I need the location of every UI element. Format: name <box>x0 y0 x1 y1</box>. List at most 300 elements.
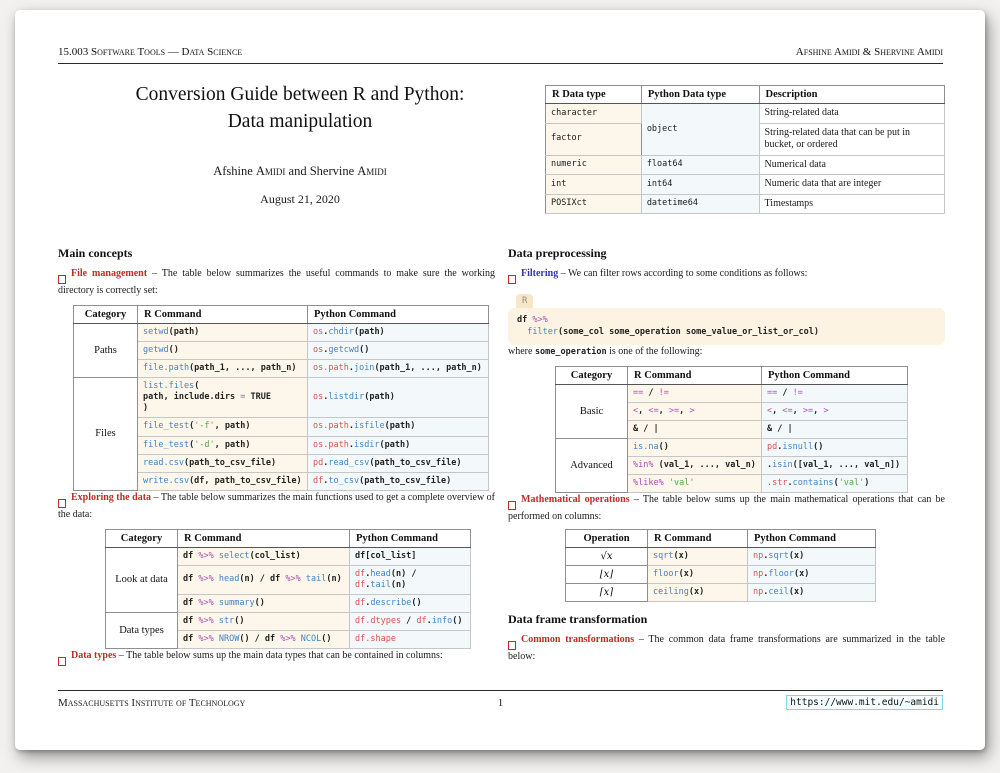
r-command-cell <box>648 584 748 602</box>
python-command-cell <box>308 472 489 490</box>
text-run: <= <box>648 405 659 416</box>
text-run: ( <box>189 439 195 450</box>
column-header: Category <box>106 529 178 547</box>
text-run: , <box>792 405 803 416</box>
text-run: floor <box>768 569 794 580</box>
text-run: (path) <box>364 392 395 403</box>
category-cell: ⌊x⌋ <box>566 566 648 584</box>
page-footer <box>58 697 943 715</box>
python-command-cell <box>762 420 908 438</box>
datatype-table <box>545 85 945 214</box>
text-run: sqrt <box>653 551 674 562</box>
section-square-icon <box>58 499 66 508</box>
column-header: Category <box>74 306 138 324</box>
file-management-paragraph <box>58 267 495 297</box>
text-run: NCOL <box>300 634 322 645</box>
table-row <box>546 104 945 124</box>
text-run: , path) <box>214 439 251 450</box>
column-header: R Command <box>648 530 748 548</box>
table-row <box>106 613 471 631</box>
text-run: df.shape <box>355 634 396 645</box>
text-run: %>% <box>198 597 214 608</box>
text-run: . <box>348 421 354 432</box>
main-concepts-heading: Main concepts <box>58 246 133 260</box>
python-type-cell: object <box>641 104 759 156</box>
text-run: listdir <box>328 392 365 403</box>
r-command-cell <box>628 384 762 402</box>
text-run: ( <box>833 478 839 489</box>
text-run: df <box>183 597 199 608</box>
text-run: df <box>517 315 533 325</box>
text-run: () <box>359 345 370 356</box>
r-command-cell <box>628 457 762 475</box>
text-run: , <box>638 405 649 416</box>
text-run: df <box>183 550 199 561</box>
text-run: head <box>218 574 240 585</box>
text-run: df <box>355 568 366 579</box>
section-square-icon <box>508 275 516 284</box>
text-run: . <box>763 551 769 562</box>
text-run: filter <box>527 327 558 338</box>
text-run: ( <box>189 421 195 432</box>
description-cell: String-related data <box>759 104 944 124</box>
table-header-row <box>556 366 908 384</box>
text-run: read.csv <box>143 457 184 468</box>
text-run: (x) <box>788 551 805 562</box>
text-run: (path) <box>384 421 416 432</box>
text-run: (x) <box>793 569 810 580</box>
text-run: () <box>658 441 669 452</box>
text-run: where <box>508 345 535 357</box>
title-block <box>55 82 545 207</box>
text-run: sqrt <box>768 551 789 562</box>
python-command-cell <box>350 613 471 631</box>
text-run: ceil <box>768 587 789 598</box>
text-run: .str <box>767 478 788 489</box>
data-frame-transformation-heading: Data frame transformation <box>508 612 648 627</box>
title-line-2: Data manipulation <box>227 110 373 132</box>
text-run: , <box>679 405 690 416</box>
text-run: & / | <box>633 423 659 434</box>
python-command-cell <box>748 584 876 602</box>
r-command-cell <box>138 418 308 436</box>
table-row <box>546 155 945 175</box>
text-run: df <box>355 579 366 590</box>
text-run: pd <box>313 457 324 468</box>
python-command-cell <box>350 547 471 565</box>
text-run: (path) <box>353 327 385 338</box>
text-run: pd <box>767 441 778 452</box>
text-run: ceiling <box>653 587 689 598</box>
code-body <box>508 308 945 345</box>
text-run: file_test <box>143 421 190 432</box>
code-tab-r: R <box>516 294 533 308</box>
r-command-cell <box>628 402 762 420</box>
text-run: File management <box>71 268 148 279</box>
text-run: . <box>365 597 371 608</box>
r-command-cell <box>138 342 308 360</box>
text-run: 'val' <box>838 478 865 489</box>
python-command-cell <box>762 402 908 420</box>
column-header: R Data type <box>546 86 642 104</box>
python-command-cell <box>308 436 489 454</box>
text-run: != <box>792 387 803 398</box>
text-run: . <box>323 345 329 356</box>
column-header: Category <box>556 366 628 384</box>
python-type-cell: float64 <box>641 155 759 175</box>
column-header: R Command <box>178 529 350 547</box>
category-cell: Data types <box>106 613 178 649</box>
text-run: , <box>813 405 824 416</box>
text-run: . <box>763 569 769 580</box>
text-run: . <box>767 460 773 471</box>
text-run: (n) / df <box>239 574 286 585</box>
r-type-cell: int <box>546 175 642 195</box>
python-command-cell <box>308 360 489 378</box>
text-run: / <box>401 616 417 627</box>
table-header-row <box>546 86 945 104</box>
page-header <box>58 46 943 58</box>
r-command-cell <box>648 566 748 584</box>
text-run: (path_to_csv_file) <box>369 457 462 468</box>
python-command-cell <box>308 418 489 436</box>
header-rule <box>58 63 943 64</box>
text-run: / <box>777 387 793 398</box>
table-row <box>546 194 945 214</box>
text-run: %>% <box>198 634 214 645</box>
category-cell: Files <box>74 378 138 490</box>
text-run: () <box>254 597 265 608</box>
text-run: is one of the following: <box>606 345 703 357</box>
column-header: Python Data type <box>641 86 759 104</box>
text-run: – The table below summarizes the main functions used to get a complete overview of the data: <box>58 491 495 520</box>
section-square-icon <box>58 275 66 284</box>
text-run: df <box>183 634 199 645</box>
table-row <box>74 324 489 342</box>
text-run: < <box>767 405 773 416</box>
python-command-cell <box>350 594 471 612</box>
text-run: to_csv <box>328 475 360 486</box>
text-run: df <box>183 574 199 585</box>
text-run: chdir <box>328 327 354 338</box>
text-run: (path_to_csv_file) <box>183 457 277 468</box>
text-run: is.na <box>633 441 659 452</box>
text-run: / <box>643 387 659 398</box>
r-command-cell <box>178 613 350 631</box>
text-run: – The table below sums up the main data types that can be contained in columns: <box>116 650 443 662</box>
category-cell: √x <box>566 548 648 566</box>
authors-line <box>55 164 545 179</box>
table-header-row <box>74 306 489 324</box>
text-run: path, include.dirs <box>143 392 241 403</box>
text-run: info <box>431 616 453 627</box>
text-run: df <box>183 616 199 627</box>
python-command-cell <box>762 475 908 493</box>
column-header: Python Command <box>350 529 471 547</box>
text-run: np <box>753 569 764 580</box>
text-run: , path) <box>214 421 251 432</box>
r-command-cell <box>138 378 308 418</box>
python-command-cell <box>762 457 908 475</box>
column-header: Operation <box>566 530 648 548</box>
text-run: , <box>658 405 669 416</box>
text-run: contains <box>792 478 834 489</box>
text-run: Amidi <box>357 163 387 178</box>
text-run: 'val' <box>668 478 695 489</box>
section-square-icon <box>508 641 516 650</box>
text-run: (val_1, ..., val_n) <box>653 460 756 471</box>
header-course-title: 15.003 Software Tools — Data Science <box>58 46 243 58</box>
text-run: (path_1, ..., path_n) <box>374 363 482 374</box>
text-run: file.path <box>143 363 190 374</box>
text-run <box>517 327 527 337</box>
footer-institution: Massachusetts Institute of Technology <box>58 697 246 709</box>
text-run: write.csv <box>143 475 190 486</box>
document-title <box>55 82 545 136</box>
text-run: (x) <box>688 587 705 598</box>
r-command-cell <box>138 324 308 342</box>
text-run: – The table below summarizes the useful commands to make sure the working directory is correctly set: <box>58 268 496 296</box>
text-run: os.path <box>313 421 349 432</box>
column-header: Python Command <box>308 306 489 324</box>
python-command-cell <box>762 438 908 456</box>
text-run: (x) <box>788 587 805 598</box>
text-run: (some_col some_operation some_value_or_list_or_col) <box>557 327 819 338</box>
data-types-paragraph <box>58 649 495 666</box>
text-run: tail <box>370 579 391 590</box>
text-run: () <box>234 616 245 627</box>
text-run: . <box>777 441 783 452</box>
text-run: isnull <box>782 441 814 452</box>
text-run: != <box>658 387 669 398</box>
python-command-cell <box>350 565 471 594</box>
table-row <box>556 384 908 402</box>
text-run: isin <box>772 460 793 471</box>
python-command-cell <box>762 384 908 402</box>
category-cell: ⌈x⌉ <box>566 584 648 602</box>
text-run: %>% <box>198 616 214 627</box>
r-type-cell: numeric <box>546 155 642 175</box>
text-run: . <box>365 579 371 590</box>
footer-rule <box>58 690 943 691</box>
text-run: TRUE <box>245 392 271 403</box>
text-run: (path_1, ..., path_n) <box>189 363 297 374</box>
text-run: Common transformations <box>521 634 635 646</box>
text-run: df <box>355 597 366 608</box>
text-run: & / | <box>767 423 793 434</box>
text-run: (col_list) <box>249 550 301 561</box>
text-run: %>% <box>198 550 214 561</box>
python-command-cell <box>308 324 489 342</box>
text-run: () <box>813 441 824 452</box>
text-run: > <box>689 405 695 416</box>
text-run: np <box>753 587 764 598</box>
text-run: os <box>313 345 324 356</box>
description-cell: Numeric data that are integer <box>759 175 944 195</box>
section-square-icon <box>58 657 66 666</box>
text-run: – The table below sums up the main mathematical operations that can be performed on columns: <box>508 494 945 523</box>
python-command-cell <box>748 548 876 566</box>
text-run: Data types <box>71 650 117 662</box>
text-run: > <box>823 405 829 416</box>
column-header: Python Command <box>748 530 876 548</box>
text-run: (df, path_to_csv_file) <box>189 475 302 486</box>
text-run: (x) <box>673 551 689 562</box>
text-run: %like% <box>633 478 664 489</box>
text-run: read_csv <box>328 457 370 468</box>
r-type-cell: POSIXct <box>546 194 642 214</box>
math-operations-table <box>565 529 945 602</box>
text-run: (path_to_csv_file) <box>359 475 452 486</box>
date-line: August 21, 2020 <box>260 191 340 206</box>
text-run: < <box>633 405 639 416</box>
text-run: isfile <box>353 421 385 432</box>
text-run: join <box>353 363 375 374</box>
r-type-cell: factor <box>546 123 642 155</box>
text-run: summary <box>218 597 255 608</box>
table-row <box>74 378 489 418</box>
text-run: – We can filter rows according to some conditions as follows: <box>558 268 808 279</box>
text-run: . <box>323 327 329 338</box>
title-line-1: Conversion Guide between R and Python: <box>135 84 465 105</box>
text-run: Mathematical operations <box>521 494 630 506</box>
text-run: head <box>370 568 391 579</box>
footer-page-number: 1 <box>497 697 504 709</box>
r-command-cell <box>178 565 350 594</box>
text-run: = <box>240 392 246 403</box>
text-run: os <box>313 392 324 403</box>
text-run: (n) <box>326 574 342 585</box>
file-management-table <box>73 305 495 490</box>
text-run: . <box>365 568 371 579</box>
text-run: tail <box>305 574 327 585</box>
text-run: getwd <box>143 345 169 356</box>
text-run: . <box>323 475 329 486</box>
text-run: list.files <box>143 381 195 392</box>
data-preprocessing-heading: Data preprocessing <box>508 246 607 260</box>
r-command-cell <box>138 454 308 472</box>
text-run: Exploring the data <box>71 491 152 503</box>
text-run: , <box>772 405 783 416</box>
r-command-cell <box>628 438 762 456</box>
text-run: select <box>218 550 250 561</box>
python-type-cell: int64 <box>641 175 759 195</box>
text-run: '-d' <box>194 439 215 450</box>
category-cell: Look at data <box>106 547 178 612</box>
text-run: () <box>168 345 179 356</box>
python-command-cell <box>350 631 471 649</box>
text-run: (path) <box>168 327 200 338</box>
text-run: >= <box>668 405 680 416</box>
section-square-icon <box>508 501 516 510</box>
text-run: >= <box>802 405 814 416</box>
text-run: (n) <box>390 579 407 590</box>
text-run: '-f' <box>194 421 215 432</box>
text-run: . <box>323 392 329 403</box>
text-run: df.dtypes <box>355 616 402 627</box>
r-command-cell <box>138 436 308 454</box>
text-run: file_test <box>143 439 190 450</box>
table-row <box>106 547 471 565</box>
text-run: getcwd <box>328 345 360 356</box>
code-block <box>508 290 945 345</box>
where-paragraph <box>508 345 945 358</box>
text-run: == <box>633 387 644 398</box>
text-run: df <box>416 616 427 627</box>
table-row <box>566 566 876 584</box>
text-run: (path) <box>379 439 411 450</box>
text-run: == <box>767 387 778 398</box>
text-run: isdir <box>353 439 380 450</box>
text-run: () <box>452 616 463 627</box>
text-run: Afshine <box>213 163 256 178</box>
text-run: . <box>323 457 329 468</box>
text-run: () <box>321 634 332 645</box>
r-command-cell <box>178 594 350 612</box>
footer-url-link[interactable]: https://www.mit.edu/~amidi <box>786 695 943 710</box>
table-row <box>546 175 945 195</box>
table-row <box>566 548 876 566</box>
text-run: . <box>426 616 432 627</box>
text-run: () <box>411 597 422 608</box>
table-row <box>556 438 908 456</box>
text-run: () / df <box>239 634 281 645</box>
math-operations-paragraph <box>508 493 945 523</box>
text-run: <= <box>782 405 793 416</box>
document-page <box>15 10 985 750</box>
text-run: (x) <box>678 569 694 580</box>
exploring-data-paragraph <box>58 491 495 521</box>
python-type-cell: datetime64 <box>641 194 759 214</box>
column-header: R Command <box>138 306 308 324</box>
text-run: ([val_1, ..., val_n]) <box>792 460 901 471</box>
text-run: %>% <box>280 634 296 645</box>
text-run: . <box>348 439 354 450</box>
text-run: (n) / <box>390 568 417 579</box>
text-run: . <box>787 478 793 489</box>
filtering-table <box>555 366 945 493</box>
header-authors: Afshine Amidi & Shervine Amidi <box>795 46 943 58</box>
python-command-cell <box>308 342 489 360</box>
description-cell: String-related data that can be put in bucket, or ordered <box>759 123 944 155</box>
python-command-cell <box>308 454 489 472</box>
filtering-paragraph <box>508 267 945 284</box>
text-run: – The common data frame transformations are summarized in the table below: <box>508 634 946 663</box>
column-header: Description <box>759 86 944 104</box>
category-cell: Advanced <box>556 438 628 492</box>
text-run: np <box>753 551 764 562</box>
text-run: . <box>763 587 769 598</box>
text-run: ) <box>143 403 149 414</box>
text-run: setwd <box>143 327 169 338</box>
column-header: R Command <box>628 366 762 384</box>
category-cell: Paths <box>74 324 138 378</box>
column-header: Python Command <box>762 366 908 384</box>
category-cell: Basic <box>556 384 628 438</box>
table-header-row <box>566 530 876 548</box>
r-type-cell: character <box>546 104 642 124</box>
table-header-row <box>106 529 471 547</box>
python-command-cell <box>748 566 876 584</box>
python-command-cell <box>308 378 489 418</box>
exploring-data-table <box>105 529 495 649</box>
text-run: str <box>218 616 235 627</box>
text-run: df[col_list] <box>355 550 417 561</box>
table-row <box>566 584 876 602</box>
text-run: NROW <box>218 634 240 645</box>
r-command-cell <box>138 360 308 378</box>
text-run: . <box>348 363 354 374</box>
